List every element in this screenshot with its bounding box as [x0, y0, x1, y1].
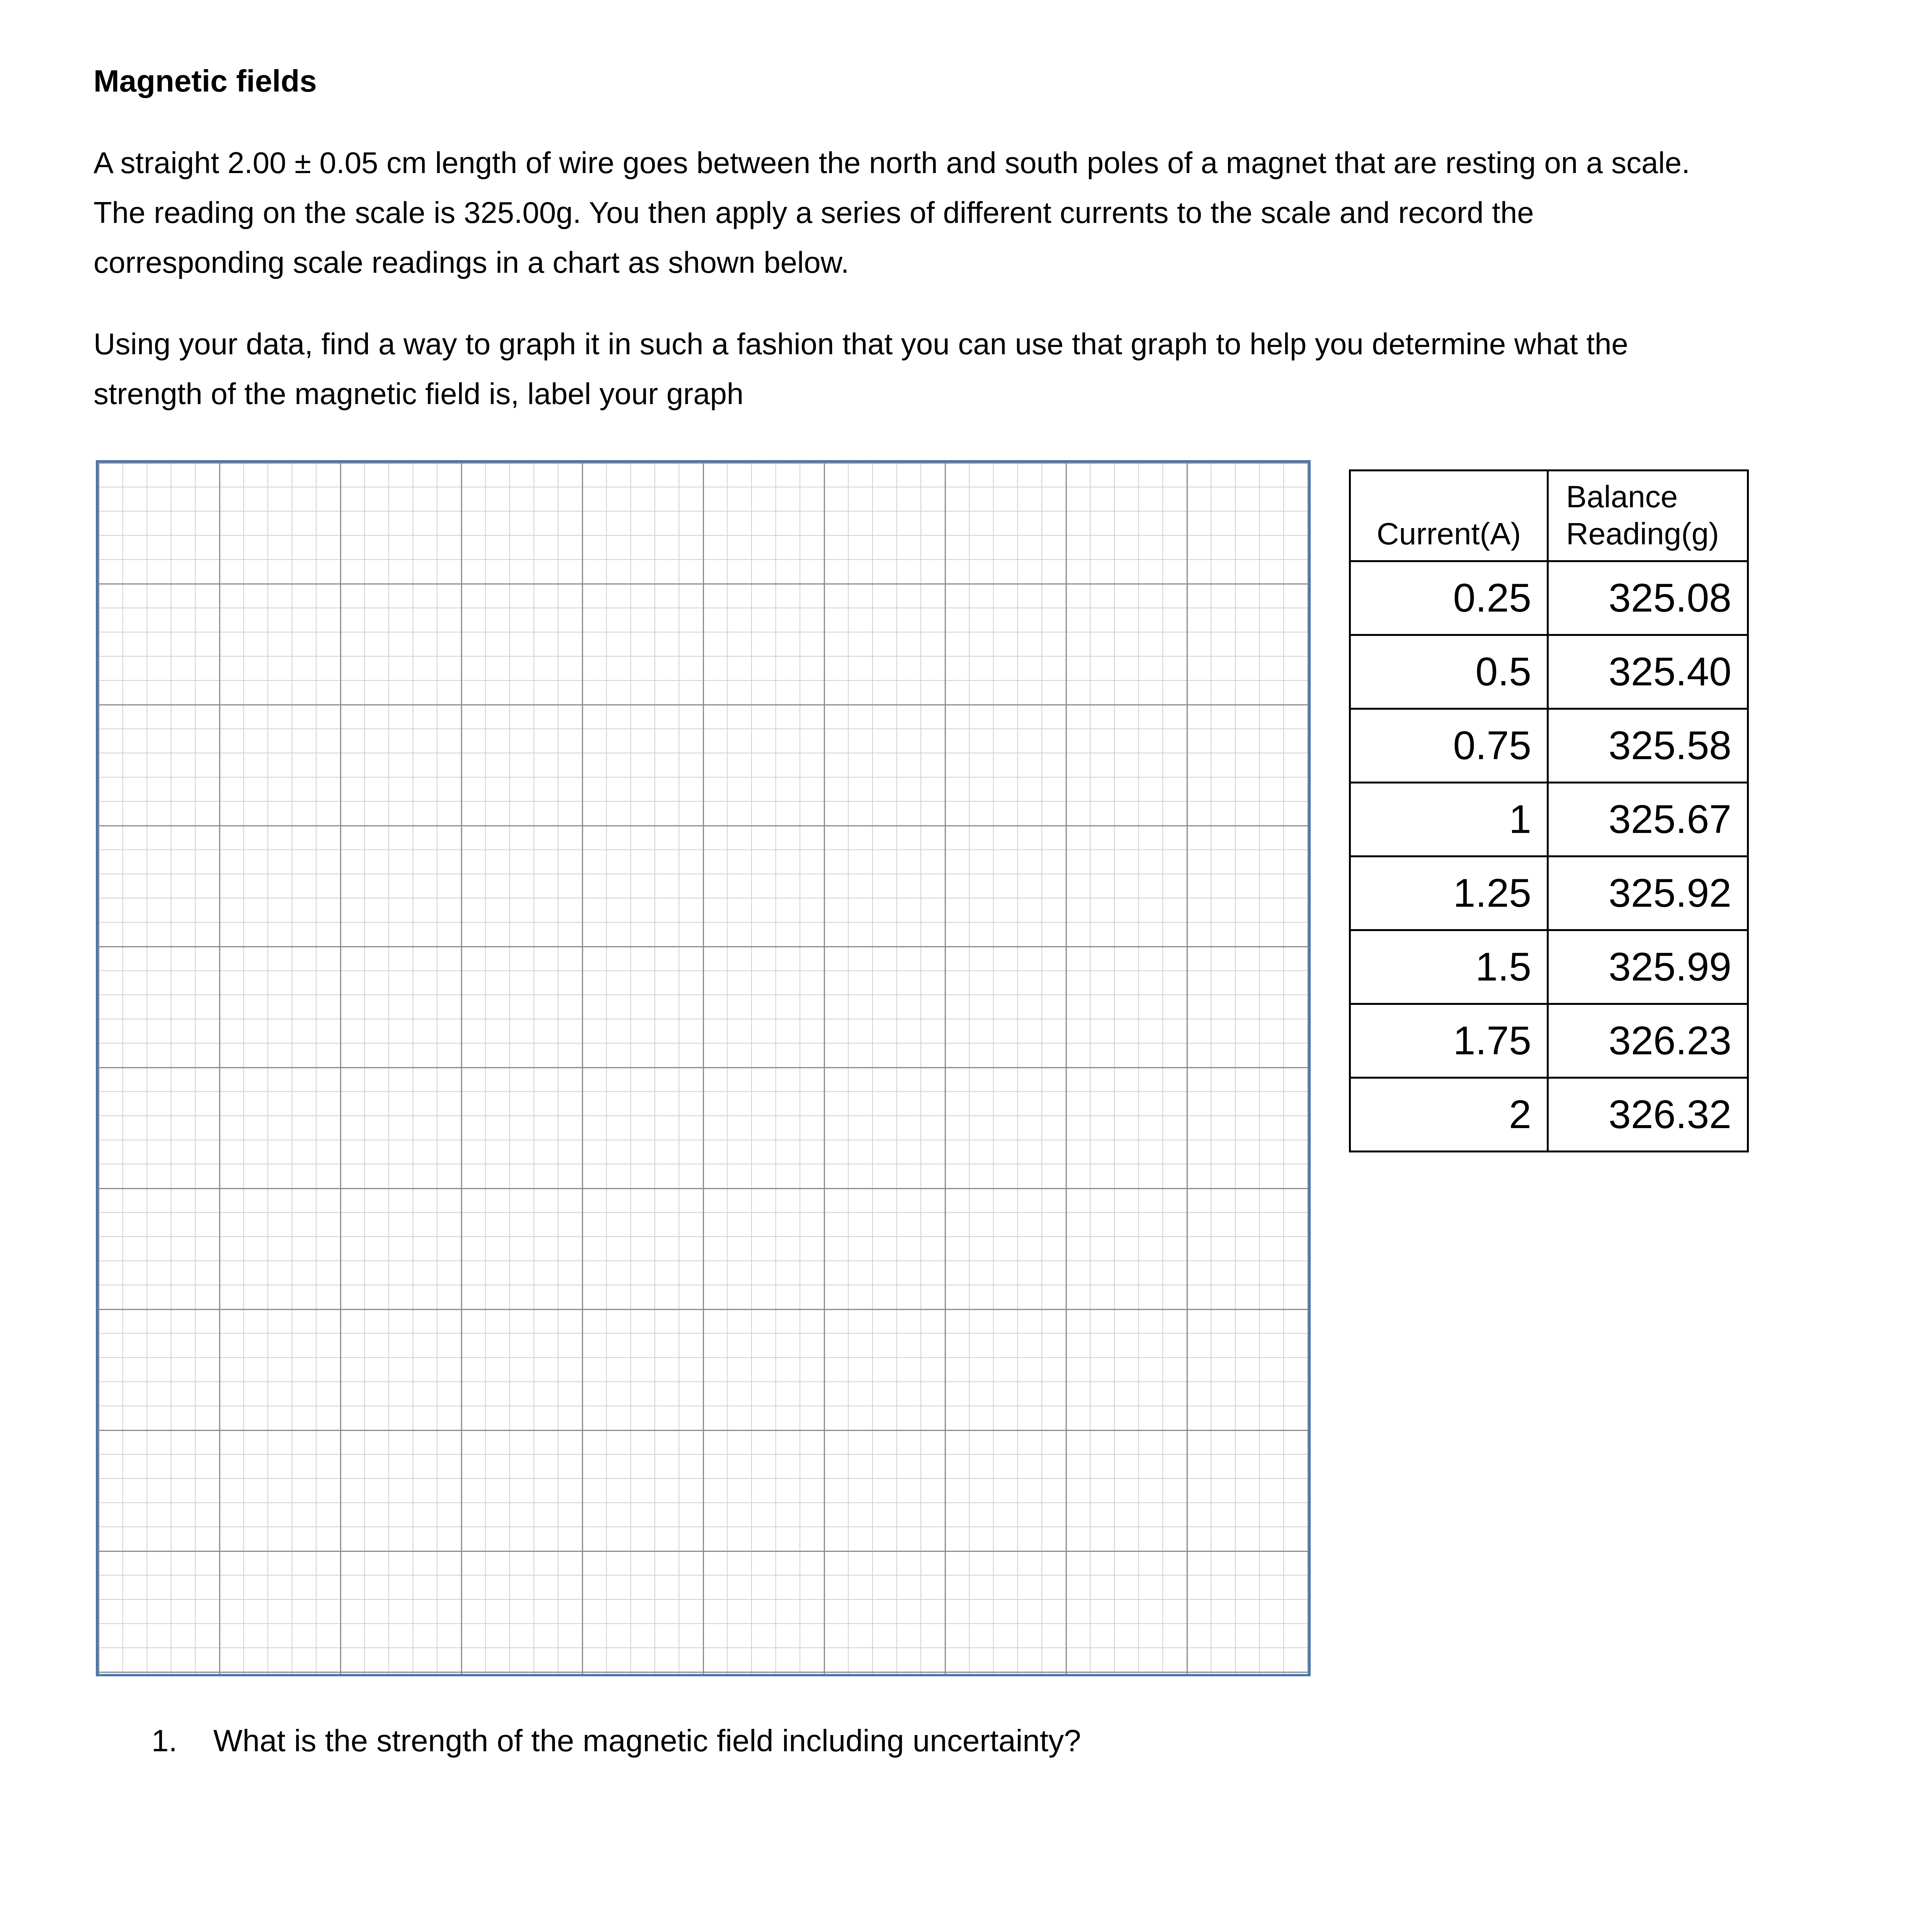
table-row	[1350, 709, 1748, 783]
graph-paper	[96, 460, 1311, 1676]
question-1	[151, 1718, 1081, 1764]
reading-cell: 326.32	[1548, 1078, 1748, 1152]
header-current: Current(A)	[1350, 471, 1548, 561]
data-table	[1349, 469, 1749, 1152]
table-row	[1350, 1078, 1748, 1152]
table-row	[1350, 1004, 1748, 1078]
reading-cell: 325.08	[1548, 561, 1748, 635]
current-cell: 1.25	[1350, 857, 1548, 930]
table-row	[1350, 857, 1748, 930]
instructions-line: strength of the magnetic field is, label your graph	[94, 377, 744, 411]
question-text: What is the strength of the magnetic field including uncertainty?	[213, 1723, 1081, 1758]
instructions-paragraph	[94, 319, 1871, 419]
header-balance-line2: Reading(g)	[1566, 517, 1719, 551]
instructions-line: Using your data, find a way to graph it in such a fashion that you can use that graph to help you determine what the	[94, 327, 1628, 361]
current-cell: 1.75	[1350, 1004, 1548, 1078]
table-row	[1350, 930, 1748, 1004]
current-cell: 1	[1350, 783, 1548, 857]
question-number: 1.	[151, 1723, 177, 1758]
reading-cell: 325.99	[1548, 930, 1748, 1004]
intro-line: corresponding scale readings in a chart as shown below.	[94, 245, 849, 279]
table-row	[1350, 561, 1748, 635]
intro-line: The reading on the scale is 325.00g. You then apply a series of different currents to the scale and record the	[94, 195, 1534, 229]
table-row	[1350, 635, 1748, 709]
reading-cell: 325.92	[1548, 857, 1748, 930]
current-cell: 2	[1350, 1078, 1548, 1152]
reading-cell: 326.23	[1548, 1004, 1748, 1078]
reading-cell: 325.67	[1548, 783, 1748, 857]
header-balance-reading	[1548, 471, 1748, 561]
page-title: Magnetic fields	[94, 64, 317, 98]
current-cell: 0.5	[1350, 635, 1548, 709]
current-cell: 1.5	[1350, 930, 1548, 1004]
intro-line: A straight 2.00 ± 0.05 cm length of wire goes between the north and south poles of a magnet that are resting on a scale.	[94, 146, 1690, 180]
header-balance-line1: Balance	[1566, 479, 1678, 514]
intro-paragraph	[94, 138, 1871, 287]
current-cell: 0.75	[1350, 709, 1548, 783]
reading-cell: 325.40	[1548, 635, 1748, 709]
reading-cell: 325.58	[1548, 709, 1748, 783]
table-row	[1350, 783, 1748, 857]
current-cell: 0.25	[1350, 561, 1548, 635]
table-header-row	[1350, 471, 1748, 561]
